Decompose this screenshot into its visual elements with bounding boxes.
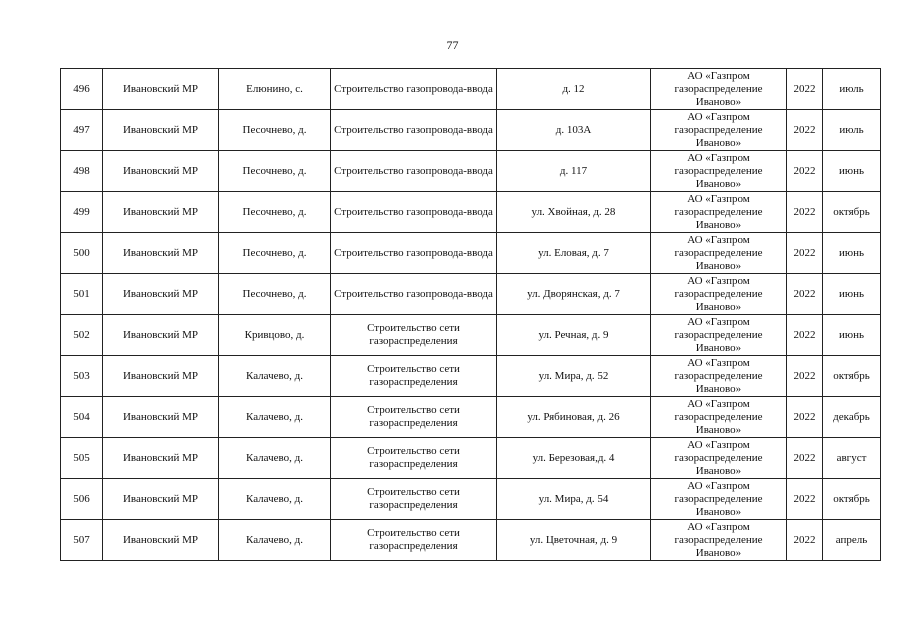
locality-cell: Калачево, д. bbox=[219, 397, 331, 438]
work-type-cell: Строительство газопровода-ввода bbox=[331, 274, 497, 315]
locality-cell: Песочнево, д. bbox=[219, 110, 331, 151]
locality-cell: Песочнево, д. bbox=[219, 274, 331, 315]
row-number-cell: 503 bbox=[61, 356, 103, 397]
work-type-cell: Строительство сети газораспределения bbox=[331, 315, 497, 356]
district-cell: Ивановский МР bbox=[103, 438, 219, 479]
year-cell: 2022 bbox=[787, 438, 823, 479]
organization-cell: АО «Газпром газораспределение Иваново» bbox=[651, 479, 787, 520]
month-cell: июнь bbox=[823, 315, 881, 356]
address-cell: д. 12 bbox=[497, 69, 651, 110]
address-cell: д. 103А bbox=[497, 110, 651, 151]
organization-cell: АО «Газпром газораспределение Иваново» bbox=[651, 110, 787, 151]
year-cell: 2022 bbox=[787, 479, 823, 520]
locality-cell: Песочнево, д. bbox=[219, 192, 331, 233]
work-type-cell: Строительство газопровода-ввода bbox=[331, 69, 497, 110]
work-type-cell: Строительство газопровода-ввода bbox=[331, 110, 497, 151]
district-cell: Ивановский МР bbox=[103, 69, 219, 110]
locality-cell: Калачево, д. bbox=[219, 438, 331, 479]
table-row bbox=[61, 192, 881, 233]
address-cell: ул. Березовая,д. 4 bbox=[497, 438, 651, 479]
year-cell: 2022 bbox=[787, 397, 823, 438]
row-number-cell: 499 bbox=[61, 192, 103, 233]
locality-cell: Кривцово, д. bbox=[219, 315, 331, 356]
locality-cell: Песочнево, д. bbox=[219, 233, 331, 274]
table-row bbox=[61, 356, 881, 397]
work-type-cell: Строительство газопровода-ввода bbox=[331, 151, 497, 192]
month-cell: октябрь bbox=[823, 192, 881, 233]
row-number-cell: 507 bbox=[61, 520, 103, 561]
locality-cell: Калачево, д. bbox=[219, 479, 331, 520]
table-row bbox=[61, 110, 881, 151]
month-cell: июнь bbox=[823, 233, 881, 274]
address-cell: ул. Мира, д. 52 bbox=[497, 356, 651, 397]
table-row bbox=[61, 151, 881, 192]
row-number-cell: 506 bbox=[61, 479, 103, 520]
year-cell: 2022 bbox=[787, 151, 823, 192]
locality-cell: Калачево, д. bbox=[219, 356, 331, 397]
organization-cell: АО «Газпром газораспределение Иваново» bbox=[651, 274, 787, 315]
year-cell: 2022 bbox=[787, 192, 823, 233]
address-cell: ул. Цветочная, д. 9 bbox=[497, 520, 651, 561]
locality-cell: Песочнево, д. bbox=[219, 151, 331, 192]
row-number-cell: 500 bbox=[61, 233, 103, 274]
work-type-cell: Строительство сети газораспределения bbox=[331, 397, 497, 438]
month-cell: декабрь bbox=[823, 397, 881, 438]
address-cell: ул. Хвойная, д. 28 bbox=[497, 192, 651, 233]
locality-cell: Калачево, д. bbox=[219, 520, 331, 561]
address-cell: ул. Речная, д. 9 bbox=[497, 315, 651, 356]
organization-cell: АО «Газпром газораспределение Иваново» bbox=[651, 438, 787, 479]
month-cell: август bbox=[823, 438, 881, 479]
organization-cell: АО «Газпром газораспределение Иваново» bbox=[651, 233, 787, 274]
organization-cell: АО «Газпром газораспределение Иваново» bbox=[651, 315, 787, 356]
row-number-cell: 496 bbox=[61, 69, 103, 110]
work-type-cell: Строительство сети газораспределения bbox=[331, 479, 497, 520]
locality-cell: Елюнино, с. bbox=[219, 69, 331, 110]
district-cell: Ивановский МР bbox=[103, 110, 219, 151]
month-cell: июнь bbox=[823, 151, 881, 192]
month-cell: июнь bbox=[823, 274, 881, 315]
address-cell: ул. Мира, д. 54 bbox=[497, 479, 651, 520]
table-row bbox=[61, 479, 881, 520]
work-type-cell: Строительство сети газораспределения bbox=[331, 520, 497, 561]
row-number-cell: 505 bbox=[61, 438, 103, 479]
work-type-cell: Строительство газопровода-ввода bbox=[331, 192, 497, 233]
address-cell: ул. Еловая, д. 7 bbox=[497, 233, 651, 274]
table-row bbox=[61, 69, 881, 110]
row-number-cell: 498 bbox=[61, 151, 103, 192]
month-cell: июль bbox=[823, 69, 881, 110]
district-cell: Ивановский МР bbox=[103, 192, 219, 233]
row-number-cell: 502 bbox=[61, 315, 103, 356]
year-cell: 2022 bbox=[787, 520, 823, 561]
row-number-cell: 497 bbox=[61, 110, 103, 151]
organization-cell: АО «Газпром газораспределение Иваново» bbox=[651, 356, 787, 397]
organization-cell: АО «Газпром газораспределение Иваново» bbox=[651, 69, 787, 110]
address-cell: ул. Дворянская, д. 7 bbox=[497, 274, 651, 315]
table-row bbox=[61, 438, 881, 479]
organization-cell: АО «Газпром газораспределение Иваново» bbox=[651, 397, 787, 438]
row-number-cell: 501 bbox=[61, 274, 103, 315]
district-cell: Ивановский МР bbox=[103, 520, 219, 561]
organization-cell: АО «Газпром газораспределение Иваново» bbox=[651, 192, 787, 233]
district-cell: Ивановский МР bbox=[103, 274, 219, 315]
table-row bbox=[61, 520, 881, 561]
table-row bbox=[61, 233, 881, 274]
month-cell: июль bbox=[823, 110, 881, 151]
month-cell: апрель bbox=[823, 520, 881, 561]
address-cell: д. 117 bbox=[497, 151, 651, 192]
organization-cell: АО «Газпром газораспределение Иваново» bbox=[651, 520, 787, 561]
year-cell: 2022 bbox=[787, 356, 823, 397]
district-cell: Ивановский МР bbox=[103, 397, 219, 438]
gasification-table bbox=[60, 68, 881, 561]
district-cell: Ивановский МР bbox=[103, 479, 219, 520]
district-cell: Ивановский МР bbox=[103, 315, 219, 356]
organization-cell: АО «Газпром газораспределение Иваново» bbox=[651, 151, 787, 192]
table-body bbox=[61, 69, 881, 561]
year-cell: 2022 bbox=[787, 274, 823, 315]
year-cell: 2022 bbox=[787, 233, 823, 274]
table-row bbox=[61, 274, 881, 315]
table-row bbox=[61, 315, 881, 356]
work-type-cell: Строительство сети газораспределения bbox=[331, 438, 497, 479]
address-cell: ул. Рябиновая, д. 26 bbox=[497, 397, 651, 438]
district-cell: Ивановский МР bbox=[103, 151, 219, 192]
year-cell: 2022 bbox=[787, 110, 823, 151]
month-cell: октябрь bbox=[823, 479, 881, 520]
work-type-cell: Строительство сети газораспределения bbox=[331, 356, 497, 397]
year-cell: 2022 bbox=[787, 315, 823, 356]
district-cell: Ивановский МР bbox=[103, 356, 219, 397]
year-cell: 2022 bbox=[787, 69, 823, 110]
row-number-cell: 504 bbox=[61, 397, 103, 438]
month-cell: октябрь bbox=[823, 356, 881, 397]
district-cell: Ивановский МР bbox=[103, 233, 219, 274]
table-row bbox=[61, 397, 881, 438]
page-number: 77 bbox=[446, 38, 459, 52]
work-type-cell: Строительство газопровода-ввода bbox=[331, 233, 497, 274]
